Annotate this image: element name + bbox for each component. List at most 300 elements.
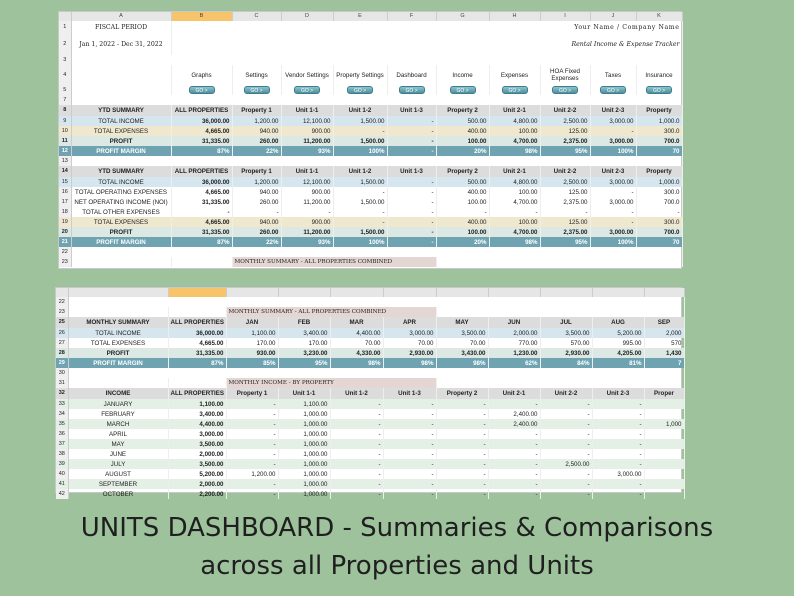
data-cell[interactable]: -	[436, 459, 488, 469]
data-cell[interactable]: 1,100.00	[278, 399, 330, 409]
data-cell[interactable]: 36,000.00	[168, 328, 226, 338]
data-cell[interactable]: 1,000.00	[278, 479, 330, 489]
data-cell[interactable]: -	[226, 399, 278, 409]
data-cell[interactable]	[644, 489, 684, 499]
data-cell[interactable]: 4,665.00	[171, 126, 232, 136]
select-all-corner[interactable]	[59, 12, 71, 21]
data-cell[interactable]: -	[590, 126, 636, 136]
data-cell[interactable]: 31,335.00	[171, 227, 232, 237]
data-cell[interactable]: -	[592, 399, 644, 409]
data-cell[interactable]: 22%	[232, 237, 281, 247]
data-cell[interactable]: 3,230.00	[278, 348, 330, 358]
column-letter-k[interactable]: K	[636, 12, 682, 21]
data-cell[interactable]: 31,335.00	[171, 197, 232, 207]
column-header-cell[interactable]	[644, 288, 684, 297]
data-cell[interactable]: 100%	[333, 146, 387, 156]
data-cell[interactable]: 900.00	[281, 126, 333, 136]
data-cell[interactable]: -	[590, 187, 636, 197]
data-cell[interactable]: 2,930.00	[383, 348, 436, 358]
data-cell[interactable]: -	[540, 419, 592, 429]
data-cell[interactable]: -	[592, 449, 644, 459]
data-cell[interactable]: -	[383, 399, 436, 409]
data-cell[interactable]: 900.00	[281, 187, 333, 197]
row-label[interactable]: APRIL	[68, 429, 168, 439]
data-cell[interactable]: 2,500.00	[540, 116, 590, 126]
data-cell[interactable]: 1,500.00	[333, 116, 387, 126]
data-cell[interactable]: -	[436, 479, 488, 489]
data-cell[interactable]: -	[226, 409, 278, 419]
data-cell[interactable]: -	[226, 429, 278, 439]
data-cell[interactable]: 93%	[281, 237, 333, 247]
data-cell[interactable]: 300.0	[636, 187, 682, 197]
row-label[interactable]: PROFIT	[71, 136, 171, 146]
column-header-cell[interactable]	[68, 288, 168, 297]
data-cell[interactable]: -	[330, 469, 383, 479]
data-cell[interactable]: -	[436, 489, 488, 499]
data-cell[interactable]: -	[330, 409, 383, 419]
data-cell[interactable]: 900.00	[281, 217, 333, 227]
data-cell[interactable]	[644, 449, 684, 459]
data-cell[interactable]: 1,000.0	[636, 177, 682, 187]
data-cell[interactable]: -	[488, 469, 540, 479]
data-cell[interactable]: -	[383, 489, 436, 499]
data-cell[interactable]: 1,500.00	[333, 136, 387, 146]
data-cell[interactable]: 3,000.00	[590, 197, 636, 207]
row-label[interactable]: PROFIT	[71, 227, 171, 237]
row-label[interactable]: TOTAL EXPENSES	[68, 338, 168, 348]
data-cell[interactable]: 3,000.00	[590, 227, 636, 237]
data-cell[interactable]: -	[226, 419, 278, 429]
data-cell[interactable]: 2,500.00	[540, 177, 590, 187]
data-cell[interactable]: 22%	[232, 146, 281, 156]
data-cell[interactable]: -	[540, 429, 592, 439]
column-letter-g[interactable]: G	[436, 12, 489, 21]
data-cell[interactable]: 4,800.00	[489, 116, 540, 126]
data-cell[interactable]: 1,000.00	[278, 459, 330, 469]
column-header-cell[interactable]	[436, 288, 488, 297]
data-cell[interactable]: 81%	[592, 358, 644, 368]
data-cell[interactable]: -	[540, 479, 592, 489]
data-cell[interactable]: -	[387, 237, 436, 247]
data-cell[interactable]: -	[387, 217, 436, 227]
data-cell[interactable]: 100.00	[436, 136, 489, 146]
go-button[interactable]: GO >	[347, 86, 373, 94]
data-cell[interactable]: 12,100.00	[281, 116, 333, 126]
data-cell[interactable]: 3,000.00	[592, 469, 644, 479]
data-cell[interactable]: -	[383, 419, 436, 429]
data-cell[interactable]: 2,000.00	[488, 328, 540, 338]
data-cell[interactable]: 4,400.00	[330, 328, 383, 338]
data-cell[interactable]: -	[436, 409, 488, 419]
data-cell[interactable]: 95%	[540, 237, 590, 247]
data-cell[interactable]: -	[387, 207, 436, 217]
data-cell[interactable]: 940.00	[232, 217, 281, 227]
data-cell[interactable]: -	[387, 227, 436, 237]
data-cell[interactable]: -	[436, 207, 489, 217]
data-cell[interactable]: -	[232, 207, 281, 217]
data-cell[interactable]: 98%	[436, 358, 488, 368]
data-cell[interactable]: 100%	[590, 237, 636, 247]
data-cell[interactable]: 3,000.00	[383, 328, 436, 338]
data-cell[interactable]: 100.00	[489, 217, 540, 227]
data-cell[interactable]: -	[330, 439, 383, 449]
data-cell[interactable]: 3,500.00	[436, 328, 488, 338]
data-cell[interactable]: 995.00	[592, 338, 644, 348]
column-header-cell[interactable]	[383, 288, 436, 297]
data-cell[interactable]: -	[387, 136, 436, 146]
data-cell[interactable]: 4,665.00	[168, 338, 226, 348]
row-label[interactable]: NET OPERATING INCOME (NOI)	[71, 197, 171, 207]
data-cell[interactable]: -	[436, 469, 488, 479]
data-cell[interactable]: -	[436, 449, 488, 459]
data-cell[interactable]: -	[540, 469, 592, 479]
data-cell[interactable]: 1,430	[644, 348, 684, 358]
data-cell[interactable]: -	[330, 429, 383, 439]
row-label[interactable]: TOTAL EXPENSES	[71, 217, 171, 227]
data-cell[interactable]: 11,200.00	[281, 227, 333, 237]
data-cell[interactable]: -	[592, 479, 644, 489]
data-cell[interactable]: -	[333, 217, 387, 227]
data-cell[interactable]: 2,000.00	[168, 479, 226, 489]
data-cell[interactable]: 3,400.00	[168, 409, 226, 419]
column-header-cell[interactable]	[330, 288, 383, 297]
data-cell[interactable]	[644, 469, 684, 479]
data-cell[interactable]: -	[540, 399, 592, 409]
data-cell[interactable]: 570.00	[540, 338, 592, 348]
data-cell[interactable]	[644, 439, 684, 449]
data-cell[interactable]: 1,200.00	[232, 177, 281, 187]
data-cell[interactable]	[644, 429, 684, 439]
data-cell[interactable]: -	[592, 409, 644, 419]
data-cell[interactable]: 700.0	[636, 227, 682, 237]
data-cell[interactable]: -	[436, 439, 488, 449]
data-cell[interactable]: 3,400.00	[278, 328, 330, 338]
fiscal-period-range[interactable]: Jan 1, 2022 - Dec 31, 2022	[71, 33, 171, 55]
data-cell[interactable]: -	[489, 207, 540, 217]
data-cell[interactable]: 1,200.00	[232, 116, 281, 126]
data-cell[interactable]: 3,000.00	[590, 136, 636, 146]
data-cell[interactable]: 87%	[171, 146, 232, 156]
column-header-cell[interactable]	[226, 288, 278, 297]
column-letter-j[interactable]: J	[590, 12, 636, 21]
go-button[interactable]: GO >	[189, 86, 215, 94]
row-label[interactable]: PROFIT	[68, 348, 168, 358]
data-cell[interactable]: 400.00	[436, 217, 489, 227]
data-cell[interactable]: -	[383, 409, 436, 419]
data-cell[interactable]: -	[488, 399, 540, 409]
data-cell[interactable]: 2,930.00	[540, 348, 592, 358]
data-cell[interactable]: 400.00	[436, 187, 489, 197]
data-cell[interactable]: -	[590, 207, 636, 217]
data-cell[interactable]: 3,000.00	[590, 116, 636, 126]
data-cell[interactable]: -	[436, 429, 488, 439]
data-cell[interactable]	[644, 399, 684, 409]
data-cell[interactable]: -	[333, 126, 387, 136]
data-cell[interactable]: -	[330, 399, 383, 409]
data-cell[interactable]	[644, 409, 684, 419]
column-header-cell[interactable]	[592, 288, 644, 297]
data-cell[interactable]: 2,375.00	[540, 197, 590, 207]
data-cell[interactable]: -	[540, 409, 592, 419]
go-button[interactable]: GO >	[244, 86, 270, 94]
data-cell[interactable]: 100.00	[436, 227, 489, 237]
data-cell[interactable]: 4,665.00	[171, 187, 232, 197]
data-cell[interactable]: -	[383, 479, 436, 489]
data-cell[interactable]: 1,000	[644, 419, 684, 429]
data-cell[interactable]: 4,700.00	[489, 136, 540, 146]
data-cell[interactable]: 2,375.00	[540, 136, 590, 146]
data-cell[interactable]: 1,000.00	[278, 409, 330, 419]
row-label[interactable]: TOTAL OTHER EXPENSES	[71, 207, 171, 217]
data-cell[interactable]: 70	[636, 146, 682, 156]
data-cell[interactable]: -	[226, 459, 278, 469]
row-label[interactable]: TOTAL INCOME	[71, 177, 171, 187]
column-letter-c[interactable]: C	[232, 12, 281, 21]
select-all-corner[interactable]	[56, 288, 68, 297]
data-cell[interactable]: 12,100.00	[281, 177, 333, 187]
data-cell[interactable]: 4,205.00	[592, 348, 644, 358]
data-cell[interactable]: -	[387, 146, 436, 156]
data-cell[interactable]: 70.00	[383, 338, 436, 348]
data-cell[interactable]: -	[387, 116, 436, 126]
data-cell[interactable]: 260.00	[232, 136, 281, 146]
data-cell[interactable]: 770.00	[488, 338, 540, 348]
data-cell[interactable]: 98%	[383, 358, 436, 368]
data-cell[interactable]: 930.00	[226, 348, 278, 358]
data-cell[interactable]: -	[488, 439, 540, 449]
row-label[interactable]: PROFIT MARGIN	[71, 237, 171, 247]
data-cell[interactable]: 1,000.00	[278, 469, 330, 479]
data-cell[interactable]: 98%	[489, 146, 540, 156]
go-button[interactable]: GO >	[552, 86, 578, 94]
data-cell[interactable]: 570	[644, 338, 684, 348]
data-cell[interactable]: -	[488, 479, 540, 489]
data-cell[interactable]: -	[383, 439, 436, 449]
data-cell[interactable]: -	[226, 439, 278, 449]
data-cell[interactable]: 4,665.00	[171, 217, 232, 227]
row-label[interactable]: FEBRUARY	[68, 409, 168, 419]
data-cell[interactable]: -	[330, 459, 383, 469]
data-cell[interactable]: 100.00	[489, 126, 540, 136]
row-label[interactable]: OCTOBER	[68, 489, 168, 499]
data-cell[interactable]: 3,500.00	[168, 439, 226, 449]
data-cell[interactable]: 11,200.00	[281, 136, 333, 146]
data-cell[interactable]: 940.00	[232, 187, 281, 197]
data-cell[interactable]: 62%	[488, 358, 540, 368]
data-cell[interactable]: -	[387, 187, 436, 197]
data-cell[interactable]: -	[592, 489, 644, 499]
column-letter-d[interactable]: D	[281, 12, 333, 21]
row-label[interactable]: AUGUST	[68, 469, 168, 479]
data-cell[interactable]: -	[592, 419, 644, 429]
data-cell[interactable]: 5,200.00	[168, 469, 226, 479]
row-label[interactable]: SEPTEMBER	[68, 479, 168, 489]
data-cell[interactable]: -	[540, 207, 590, 217]
data-cell[interactable]: -	[436, 399, 488, 409]
data-cell[interactable]: 2,375.00	[540, 227, 590, 237]
data-cell[interactable]: -	[387, 126, 436, 136]
go-button[interactable]: GO >	[502, 86, 528, 94]
data-cell[interactable]: 4,400.00	[168, 419, 226, 429]
data-cell[interactable]: 20%	[436, 146, 489, 156]
data-cell[interactable]: 125.00	[540, 187, 590, 197]
data-cell[interactable]: 3,000.00	[168, 429, 226, 439]
row-label[interactable]: MAY	[68, 439, 168, 449]
data-cell[interactable]: 31,335.00	[171, 136, 232, 146]
column-letter-e[interactable]: E	[333, 12, 387, 21]
data-cell[interactable]: 700.0	[636, 197, 682, 207]
data-cell[interactable]: 11,200.00	[281, 197, 333, 207]
data-cell[interactable]: 2,400.00	[488, 419, 540, 429]
data-cell[interactable]: 70	[636, 237, 682, 247]
data-cell[interactable]: 300.0	[636, 126, 682, 136]
data-cell[interactable]: 70.00	[436, 338, 488, 348]
go-button[interactable]: GO >	[450, 86, 476, 94]
data-cell[interactable]: -	[383, 459, 436, 469]
column-header-cell[interactable]	[488, 288, 540, 297]
data-cell[interactable]: 36,000.00	[171, 177, 232, 187]
data-cell[interactable]: 95%	[540, 146, 590, 156]
row-label[interactable]: TOTAL INCOME	[68, 328, 168, 338]
data-cell[interactable]: 260.00	[232, 197, 281, 207]
row-label[interactable]: JUNE	[68, 449, 168, 459]
data-cell[interactable]: -	[330, 449, 383, 459]
data-cell[interactable]: 1,230.00	[488, 348, 540, 358]
data-cell[interactable]: 400.00	[436, 126, 489, 136]
data-cell[interactable]: 100%	[333, 237, 387, 247]
data-cell[interactable]: 500.00	[436, 116, 489, 126]
data-cell[interactable]: -	[333, 207, 387, 217]
row-label[interactable]: TOTAL INCOME	[71, 116, 171, 126]
data-cell[interactable]: 1,500.00	[333, 177, 387, 187]
column-header-cell[interactable]	[168, 288, 226, 297]
data-cell[interactable]: -	[387, 177, 436, 187]
data-cell[interactable]: 4,330.00	[330, 348, 383, 358]
data-cell[interactable]: 100.00	[436, 197, 489, 207]
data-cell[interactable]: -	[488, 489, 540, 499]
column-letter-h[interactable]: H	[489, 12, 540, 21]
data-cell[interactable]: -	[383, 469, 436, 479]
go-button[interactable]: GO >	[399, 86, 425, 94]
data-cell[interactable]	[644, 459, 684, 469]
data-cell[interactable]: 4,800.00	[489, 177, 540, 187]
row-label[interactable]: PROFIT MARGIN	[71, 146, 171, 156]
column-header-cell[interactable]	[540, 288, 592, 297]
data-cell[interactable]: 2,000.00	[168, 449, 226, 459]
data-cell[interactable]: 1,000.0	[636, 116, 682, 126]
data-cell[interactable]: 1,500.00	[333, 197, 387, 207]
data-cell[interactable]: -	[333, 187, 387, 197]
data-cell[interactable]: 98%	[330, 358, 383, 368]
row-label[interactable]: TOTAL EXPENSES	[71, 126, 171, 136]
row-label[interactable]: MARCH	[68, 419, 168, 429]
data-cell[interactable]: -	[488, 449, 540, 459]
go-button[interactable]: GO >	[294, 86, 320, 94]
data-cell[interactable]: 1,200.00	[226, 469, 278, 479]
data-cell[interactable]: -	[226, 449, 278, 459]
data-cell[interactable]: -	[592, 439, 644, 449]
data-cell[interactable]: -	[540, 489, 592, 499]
data-cell[interactable]: 84%	[540, 358, 592, 368]
data-cell[interactable]: 3,500.00	[540, 328, 592, 338]
data-cell[interactable]: 100%	[590, 146, 636, 156]
data-cell[interactable]: 3,500.00	[168, 459, 226, 469]
data-cell[interactable]: -	[436, 419, 488, 429]
data-cell[interactable]: -	[590, 217, 636, 227]
data-cell[interactable]: 36,000.00	[171, 116, 232, 126]
data-cell[interactable]: -	[488, 459, 540, 469]
data-cell[interactable]: -	[592, 459, 644, 469]
data-cell[interactable]: -	[387, 197, 436, 207]
data-cell[interactable]: -	[383, 429, 436, 439]
data-cell[interactable]: -	[540, 439, 592, 449]
data-cell[interactable]: 170.00	[226, 338, 278, 348]
data-cell[interactable]: 260.00	[232, 227, 281, 237]
data-cell[interactable]: 1,000.00	[278, 439, 330, 449]
column-header-cell[interactable]	[278, 288, 330, 297]
data-cell[interactable]: 300.0	[636, 217, 682, 227]
data-cell[interactable]: 700.0	[636, 136, 682, 146]
data-cell[interactable]: 170.00	[278, 338, 330, 348]
data-cell[interactable]: 2,200.00	[168, 489, 226, 499]
column-letter-i[interactable]: I	[540, 12, 590, 21]
data-cell[interactable]: -	[330, 489, 383, 499]
data-cell[interactable]: 87%	[168, 358, 226, 368]
data-cell[interactable]: -	[636, 207, 682, 217]
row-label[interactable]: JANUARY	[68, 399, 168, 409]
go-button[interactable]: GO >	[646, 86, 672, 94]
data-cell[interactable]: 1,100.00	[226, 328, 278, 338]
data-cell[interactable]: 1,000.00	[278, 449, 330, 459]
data-cell[interactable]: 1,000.00	[278, 429, 330, 439]
data-cell[interactable]: -	[226, 489, 278, 499]
data-cell[interactable]: -	[226, 479, 278, 489]
data-cell[interactable]: -	[383, 449, 436, 459]
data-cell[interactable]: 100.00	[489, 187, 540, 197]
column-letter-b[interactable]: B	[171, 12, 232, 21]
data-cell[interactable]: 125.00	[540, 217, 590, 227]
data-cell[interactable]: 125.00	[540, 126, 590, 136]
column-letter-f[interactable]: F	[387, 12, 436, 21]
column-letter-a[interactable]: A	[71, 12, 171, 21]
data-cell[interactable]: 2,400.00	[488, 409, 540, 419]
data-cell[interactable]: 4,700.00	[489, 197, 540, 207]
data-cell[interactable]	[644, 479, 684, 489]
data-cell[interactable]: 1,100.00	[168, 399, 226, 409]
data-cell[interactable]: -	[171, 207, 232, 217]
data-cell[interactable]: 1,000.00	[278, 419, 330, 429]
data-cell[interactable]: 93%	[281, 146, 333, 156]
data-cell[interactable]: 500.00	[436, 177, 489, 187]
data-cell[interactable]: -	[540, 449, 592, 459]
data-cell[interactable]: -	[330, 479, 383, 489]
data-cell[interactable]: 20%	[436, 237, 489, 247]
row-label[interactable]: JULY	[68, 459, 168, 469]
data-cell[interactable]: 1,500.00	[333, 227, 387, 237]
data-cell[interactable]: 98%	[489, 237, 540, 247]
data-cell[interactable]: -	[281, 207, 333, 217]
data-cell[interactable]: 3,000.00	[590, 177, 636, 187]
data-cell[interactable]: 4,700.00	[489, 227, 540, 237]
data-cell[interactable]: 87%	[171, 237, 232, 247]
data-cell[interactable]: 2,500.00	[540, 459, 592, 469]
data-cell[interactable]: 5,200.00	[592, 328, 644, 338]
data-cell[interactable]: -	[592, 429, 644, 439]
go-button[interactable]: GO >	[600, 86, 626, 94]
data-cell[interactable]: -	[488, 429, 540, 439]
row-label[interactable]: PROFIT MARGIN	[68, 358, 168, 368]
row-label[interactable]: TOTAL OPERATING EXPENSES	[71, 187, 171, 197]
